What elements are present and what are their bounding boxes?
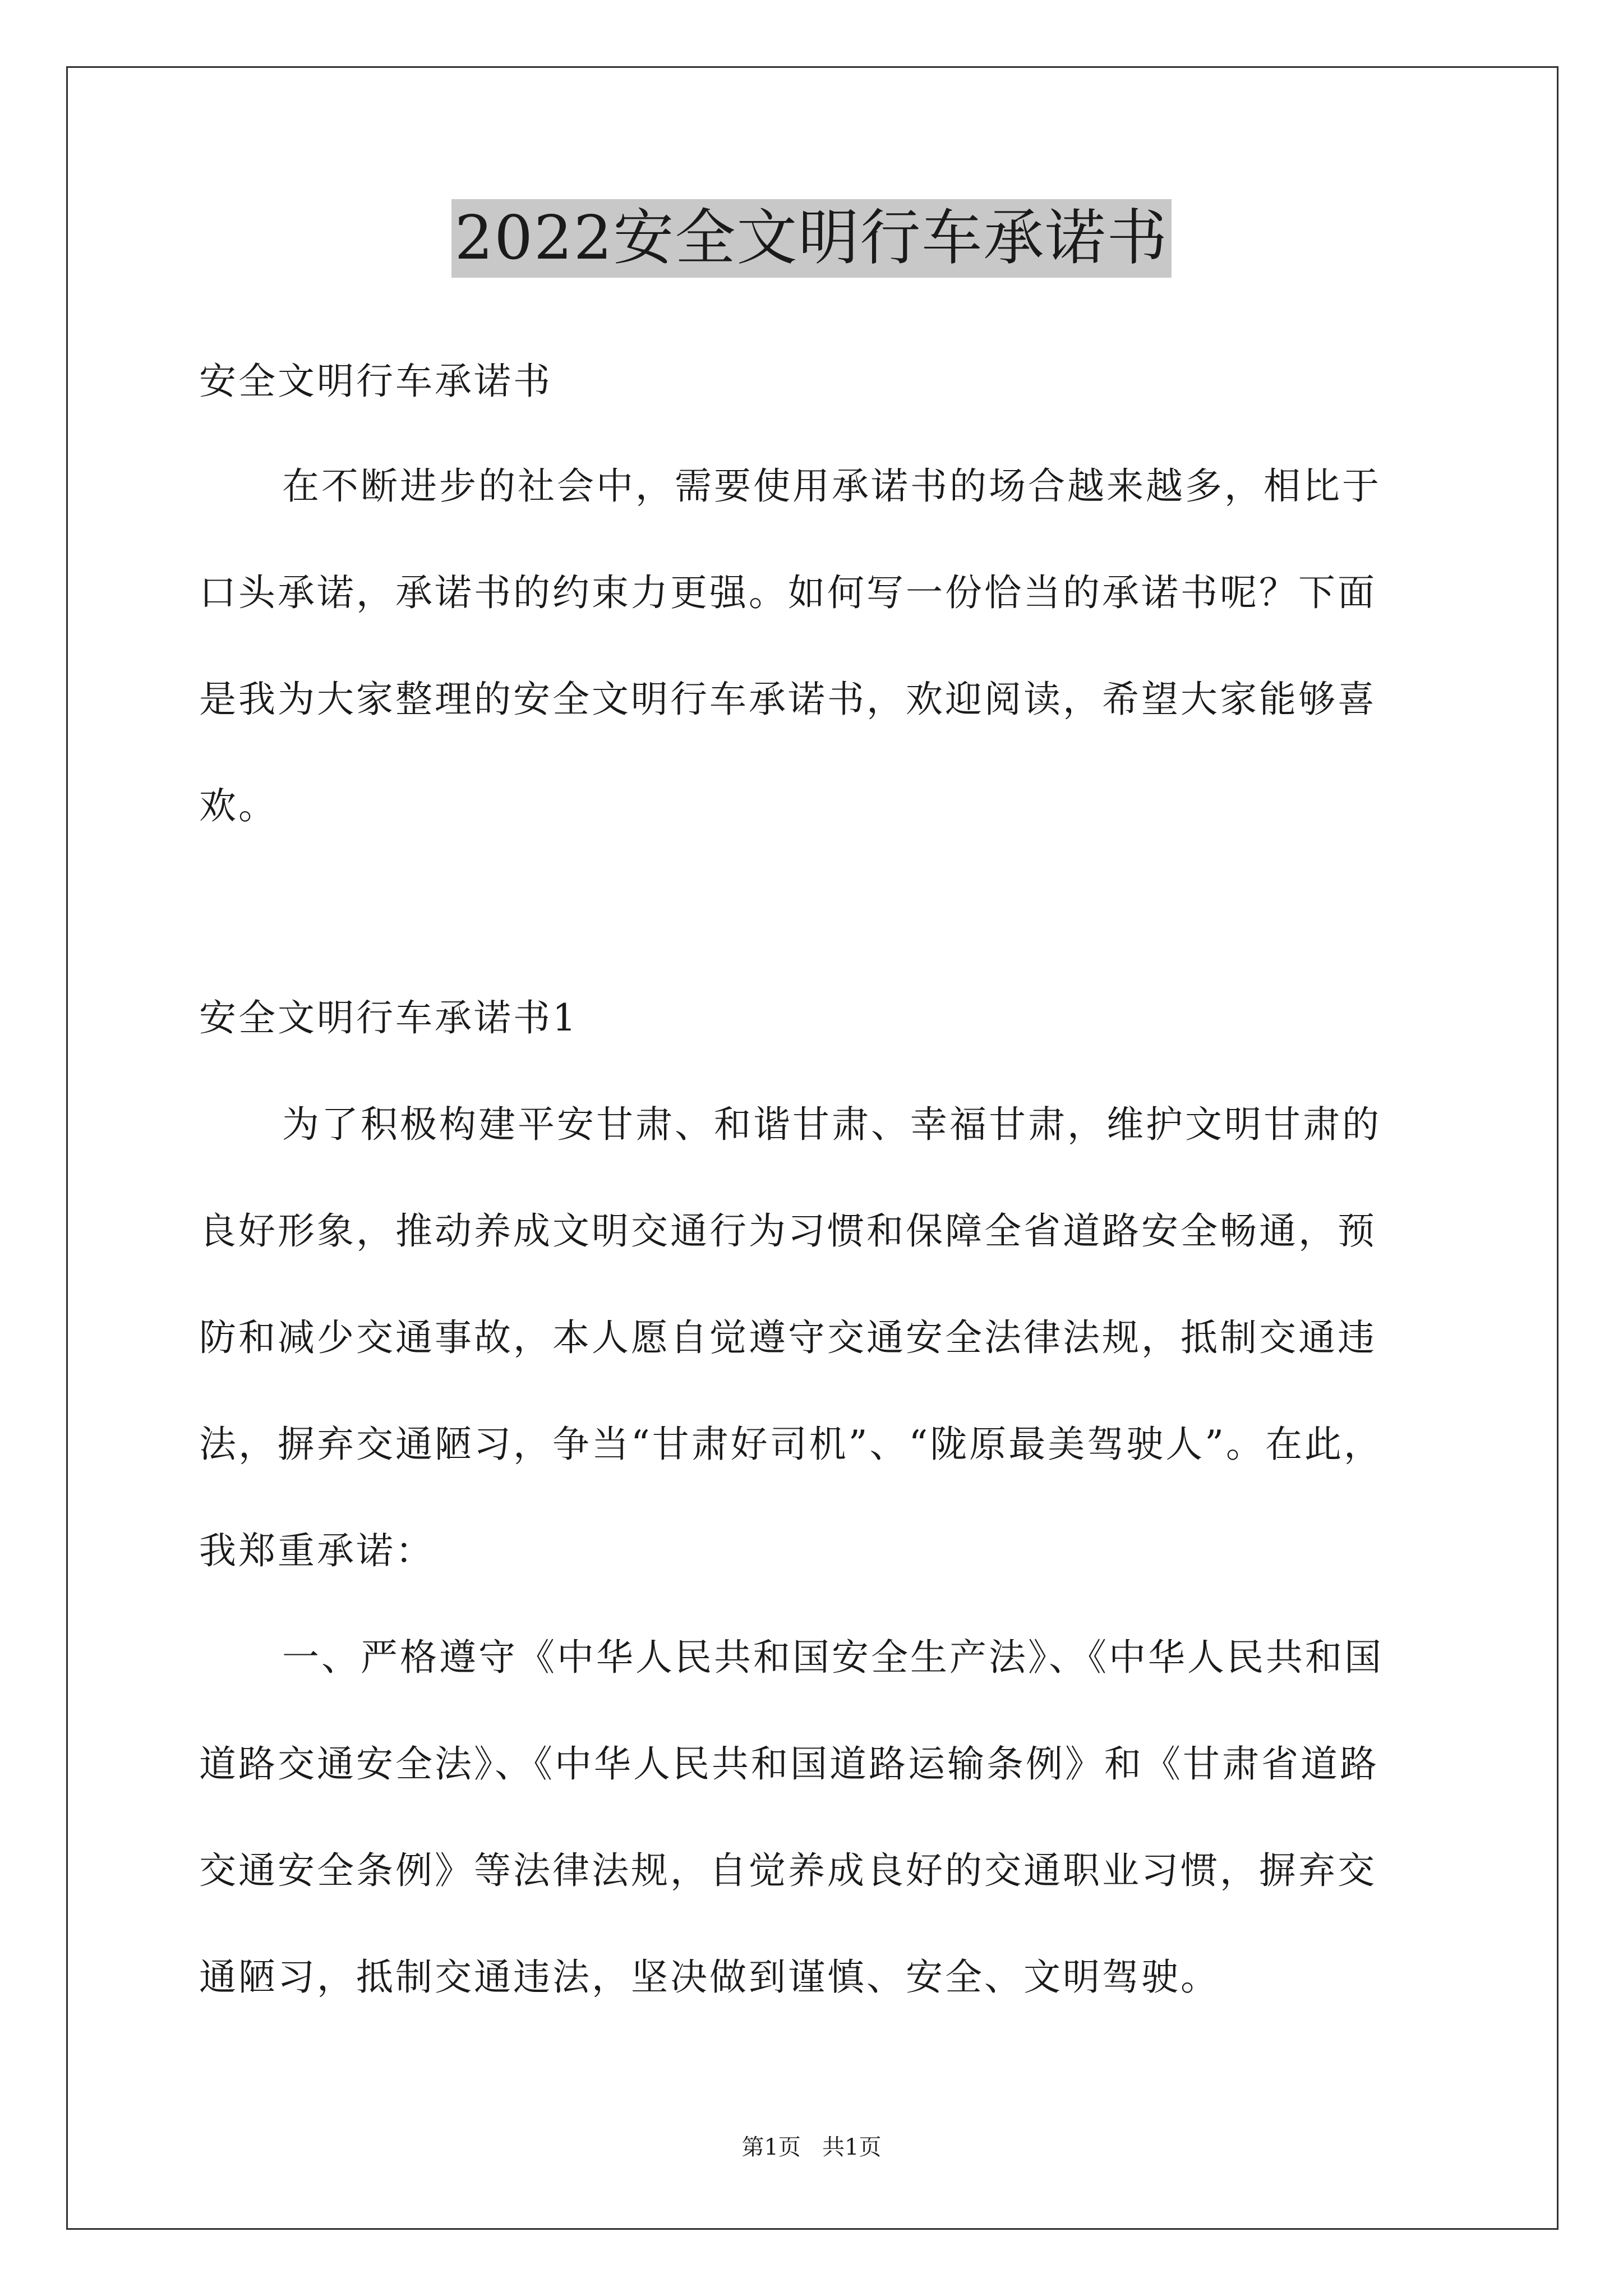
paragraph-line: 通陋习，抵制交通违法，坚决做到谨慎、安全、文明驾驶。 [199,1955,1220,1999]
paragraph-line: 口头承诺，承诺书的约束力更强。如何写一份恰当的承诺书呢？下面 [199,571,1377,614]
page-number-footer: 第1页 共1页 [741,2134,882,2160]
paragraph-line: 防和减少交通事故，本人愿自觉遵守交通安全法律法规，抵制交通违 [199,1316,1377,1359]
paragraph-line: 是我为大家整理的安全文明行车承诺书，欢迎阅读，希望大家能够喜 [199,678,1377,721]
section-heading: 安全文明行车承诺书 [199,360,552,403]
document-title: 2022安全文明行车承诺书 [451,199,1172,278]
paragraph-line: 我郑重承诺： [199,1529,435,1572]
paragraph-line: 一、严格遵守《中华人民共和国安全生产法》、《中华人民共和国 [282,1636,1384,1679]
paragraph-line: 交通安全条例》等法律法规，自觉养成良好的交通职业习惯，摒弃交 [199,1849,1377,1892]
paragraph-line: 为了积极构建平安甘肃、和谐甘肃、幸福甘肃，维护文明甘肃的 [282,1103,1381,1146]
title-container [0,199,1623,278]
paragraph-line: 法，摒弃交通陋习，争当“甘肃好司机”、“陇原最美驾驶人”。在此， [199,1423,1383,1466]
paragraph-line: 道路交通安全法》、《中华人民共和国道路运输条例》和《甘肃省道路 [199,1742,1379,1786]
paragraph-line: 良好形象，推动养成文明交通行为习惯和保障全省道路安全畅通，预 [199,1209,1377,1253]
paragraph-line: 欢。 [199,784,278,827]
section-heading: 安全文明行车承诺书1 [199,996,578,1039]
paragraph-line: 在不断进步的社会中，需要使用承诺书的场合越来越多，相比于 [282,464,1381,508]
